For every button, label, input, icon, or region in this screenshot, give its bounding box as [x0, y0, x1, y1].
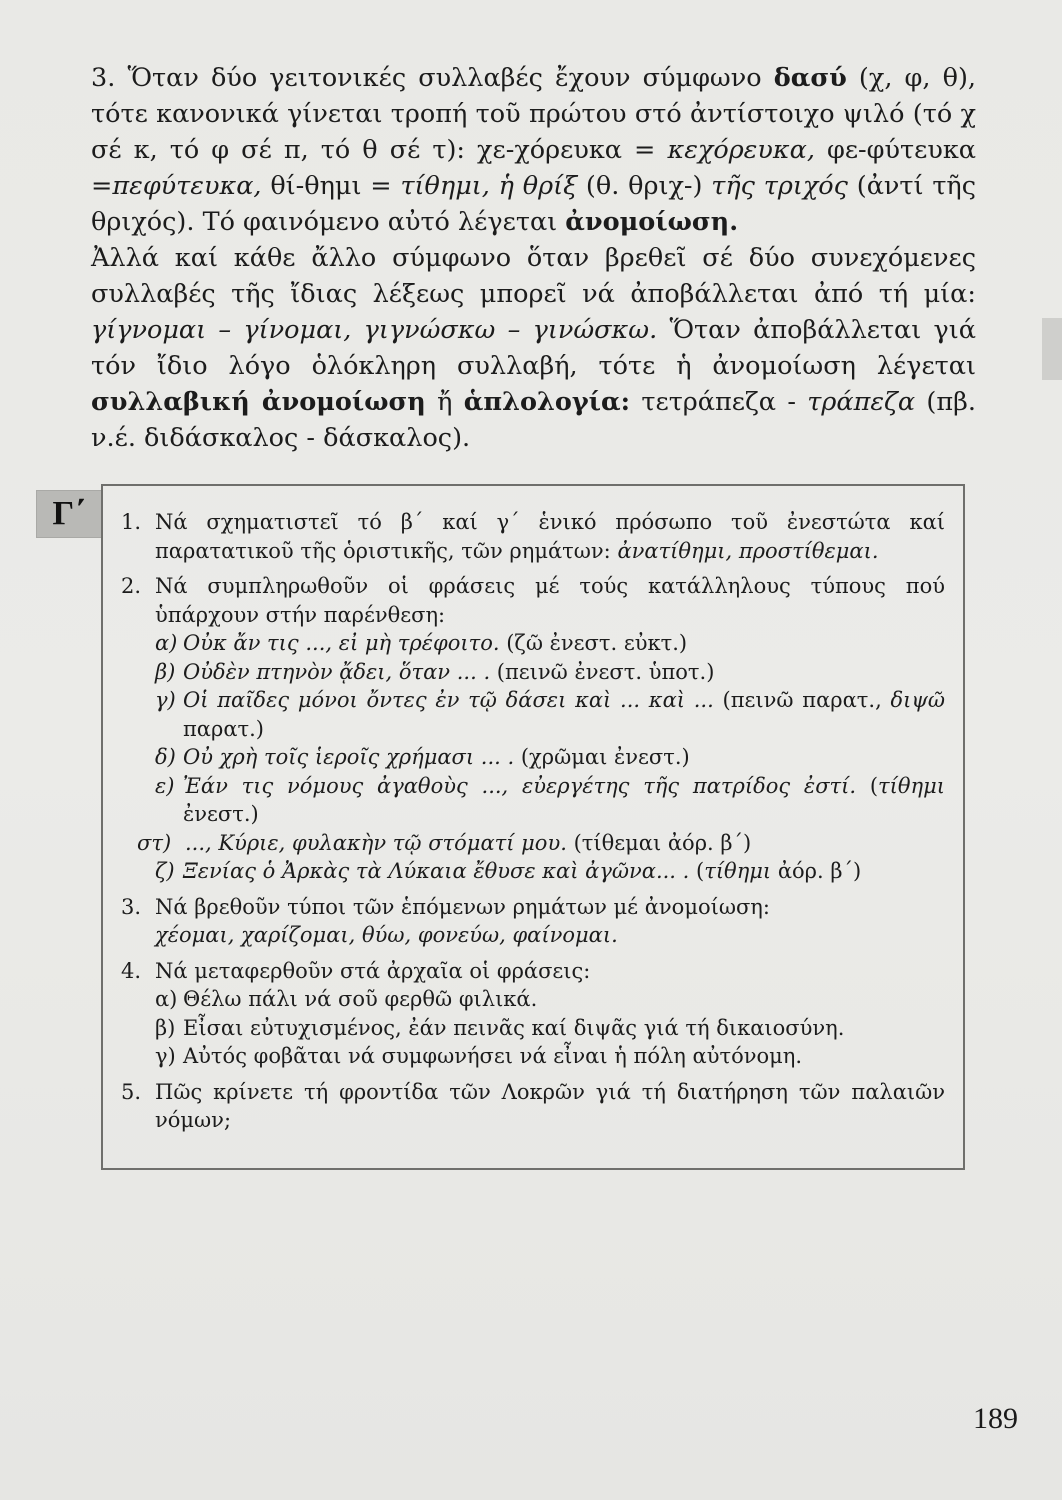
exercise-4: [121, 957, 945, 1071]
list-item: [155, 629, 945, 658]
rule-paragraph-2: [91, 240, 976, 456]
list-item: [155, 772, 945, 829]
hint: (τίθεμαι ἀόρ. β΄): [566, 830, 752, 855]
exercise-1: [121, 508, 945, 565]
hint: ἀόρ. β΄): [771, 859, 862, 883]
item-label: ζ): [155, 859, 175, 883]
list-item: [155, 686, 945, 743]
list-item: [155, 1014, 945, 1043]
item-label: α): [155, 987, 178, 1011]
exercise-5: [121, 1078, 945, 1135]
rule-paragraph-1: [91, 60, 976, 240]
exercise-number: 2.: [121, 574, 142, 598]
exercise-number: 3.: [121, 894, 142, 919]
exercise-number: 1.: [121, 510, 142, 534]
list-item: [155, 1042, 945, 1071]
rule-text: ἤ: [425, 387, 464, 417]
modern-phrase: Εἶσαι εὐτυχισμένος, ἐάν πεινᾶς καί διψᾶς γιά τή δικαιοσύνη.: [183, 1015, 845, 1040]
ancient-phrase: Οὐ χρὴ τοῖς ἱεροῖς χρήμασι ... .: [183, 745, 515, 769]
exercise-number: 5.: [121, 1079, 142, 1104]
exercise-3: [121, 893, 945, 950]
hint: (: [856, 773, 879, 798]
exercise-text: Νά μεταφερθοῦν στά ἀρχαῖα οἱ φράσεις:: [155, 958, 591, 983]
example: γίγνομαι – γίνομαι, γιγνώσκω – γινώσκω.: [91, 315, 658, 345]
ancient-phrase: Οἱ παῖδες μόνοι ὄντες ἐν τῷ δάσει καὶ ... καὶ ...: [183, 688, 714, 712]
hint: (ζῶ ἐνεστ. εὐκτ.): [499, 631, 688, 655]
list-item: [155, 658, 945, 687]
example: τίθημι, ἡ θρίξ: [400, 171, 578, 201]
exercise-text: Πῶς κρίνετε τή φροντίδα τῶν Λοκρῶν γιά τή διατήρηση τῶν παλαιῶν νόμων;: [155, 1079, 945, 1132]
term-syllabic-dissimilation: συλλαβική ἀνομοίωση: [91, 387, 426, 417]
exercise-verbs: ἀνατίθημι, προστίθεμαι.: [617, 538, 879, 563]
list-item: [155, 985, 945, 1014]
modern-phrase: Αὐτός φοβᾶται νά συμφωνήσει νά εἶναι ἡ πόλη αὐτόνομη.: [183, 1044, 803, 1068]
section-marker: Γ΄: [36, 490, 102, 538]
page-number: 189: [973, 1402, 1018, 1435]
hint: παρατ.): [183, 716, 264, 741]
item-label: β): [155, 1015, 176, 1040]
item-label: ε): [155, 773, 175, 798]
rule-text: φε-φύτευκα =: [91, 135, 976, 201]
exercise-text: Νά σχηματιστεῖ τό β΄ καί γ΄ ἑνικό πρόσωπο τοῦ ἐνεστώτα καί παρατατικοῦ τῆς ὁριστικῆς, τῶν ρημάτων:: [155, 510, 945, 563]
example: τράπεζα: [807, 387, 916, 417]
list-item: [137, 829, 945, 858]
rule-text: (χ, φ, θ), τότε κανονικά γίνεται τροπή τοῦ πρώτου στό ἀντίστοιχο ψιλό (τό χ σέ κ, τό φ σέ π, τό θ σέ τ): χε-χόρευκα =: [91, 63, 977, 165]
rule-text: θί-θημι =: [261, 171, 401, 201]
item-label: α): [155, 631, 178, 655]
term-dasy: δασύ: [773, 63, 847, 93]
modern-phrase: Θέλω πάλι νά σοῦ φερθῶ φιλικά.: [183, 987, 538, 1011]
ancient-phrase: Ξενίας ὁ Ἀρκὰς τὰ Λύκαια ἔθυσε καὶ ἀγῶνα... .: [183, 859, 690, 883]
rule-text: Ὅταν ἀποβάλλεται γιά τόν ἴδιο λόγο ὁλόκληρη συλλαβή, τότε ἡ ἀνομοίωση λέγεται: [91, 315, 976, 381]
hint: (χρῶμαι ἐνεστ.): [514, 745, 690, 769]
hint-verb: τίθημι: [704, 859, 772, 883]
term-haplology: ἁπλολογία:: [463, 387, 631, 417]
rule-text: Ἀλλά καί κάθε ἄλλο σύμφωνο ὅταν βρεθεῖ σέ δύο συνεχόμενες συλλαβές τῆς ἴδιας λέξεως μπορεῖ νά ἀποβάλλεται ἀπό τή μία:: [91, 243, 976, 309]
hint: (πεινῶ παρατ.,: [713, 688, 891, 712]
hint-verb: διψῶ: [890, 688, 945, 712]
exercise-text: Νά βρεθοῦν τύποι τῶν ἑπόμενων ρημάτων μέ ἀνομοίωση:: [155, 894, 770, 919]
item-label: στ): [137, 830, 172, 855]
ancient-phrase: Ἐάν τις νόμους ἀγαθοὺς ..., εὐεργέτης τῆς πατρίδος ἐστί.: [183, 773, 857, 798]
list-item: [155, 857, 945, 886]
item-label: γ): [155, 1044, 176, 1068]
item-label: δ): [155, 745, 176, 769]
hint: (πεινῶ ἐνεστ. ὑποτ.): [490, 659, 715, 684]
rule-text: τετράπεζα -: [630, 387, 808, 417]
rule-text: Ὅταν δύο γειτονικές συλλαβές ἔχουν σύμφωνο: [127, 63, 774, 93]
item-label: γ): [155, 688, 176, 712]
example: τῆς τριχός: [711, 171, 848, 201]
rule-text: (ἀντί τῆς θριχός). Τό φαινόμενο αὐτό λέγεται: [91, 171, 976, 237]
exercise-2: [121, 572, 945, 886]
exercise-text: Νά συμπληρωθοῦν οἱ φράσεις μέ τούς κατάλληλους τύπους πού ὑπάρχουν στήν παρένθεση:: [155, 574, 945, 627]
page-edge-tab: [1042, 318, 1062, 380]
example: κεχόρευκα,: [667, 135, 815, 165]
ancient-phrase: Οὐδὲν πτηνὸν ᾄδει, ὅταν ... .: [183, 659, 491, 684]
rule-text: (θ. θριχ-): [577, 171, 712, 201]
example: πεφύτευκα,: [112, 171, 262, 201]
item-label: β): [155, 659, 176, 684]
hint: (: [689, 859, 705, 883]
rule-text: (πβ. ν.έ. διδάσκαλος - δάσκαλος).: [91, 387, 976, 453]
dissimilation-rule: [91, 60, 976, 456]
ancient-phrase: Οὐκ ἄν τις ..., εἰ μὴ τρέφοιτο.: [183, 631, 500, 655]
exercise-verbs: χέομαι, χαρίζομαι, θύω, φονεύω, φαίνομαι.: [155, 923, 618, 947]
term-anomoiosi: ἀνομοίωση.: [565, 207, 739, 237]
hint: ἐνεστ.): [183, 802, 259, 826]
hint-verb: τίθημι: [878, 773, 945, 798]
exercise-box: [101, 484, 965, 1170]
exercise-number: 4.: [121, 958, 142, 983]
rule-number: 3.: [91, 63, 116, 93]
ancient-phrase: ..., Κύριε, φυλακὴν τῷ στόματί μου.: [185, 830, 567, 855]
list-item: [155, 743, 945, 772]
